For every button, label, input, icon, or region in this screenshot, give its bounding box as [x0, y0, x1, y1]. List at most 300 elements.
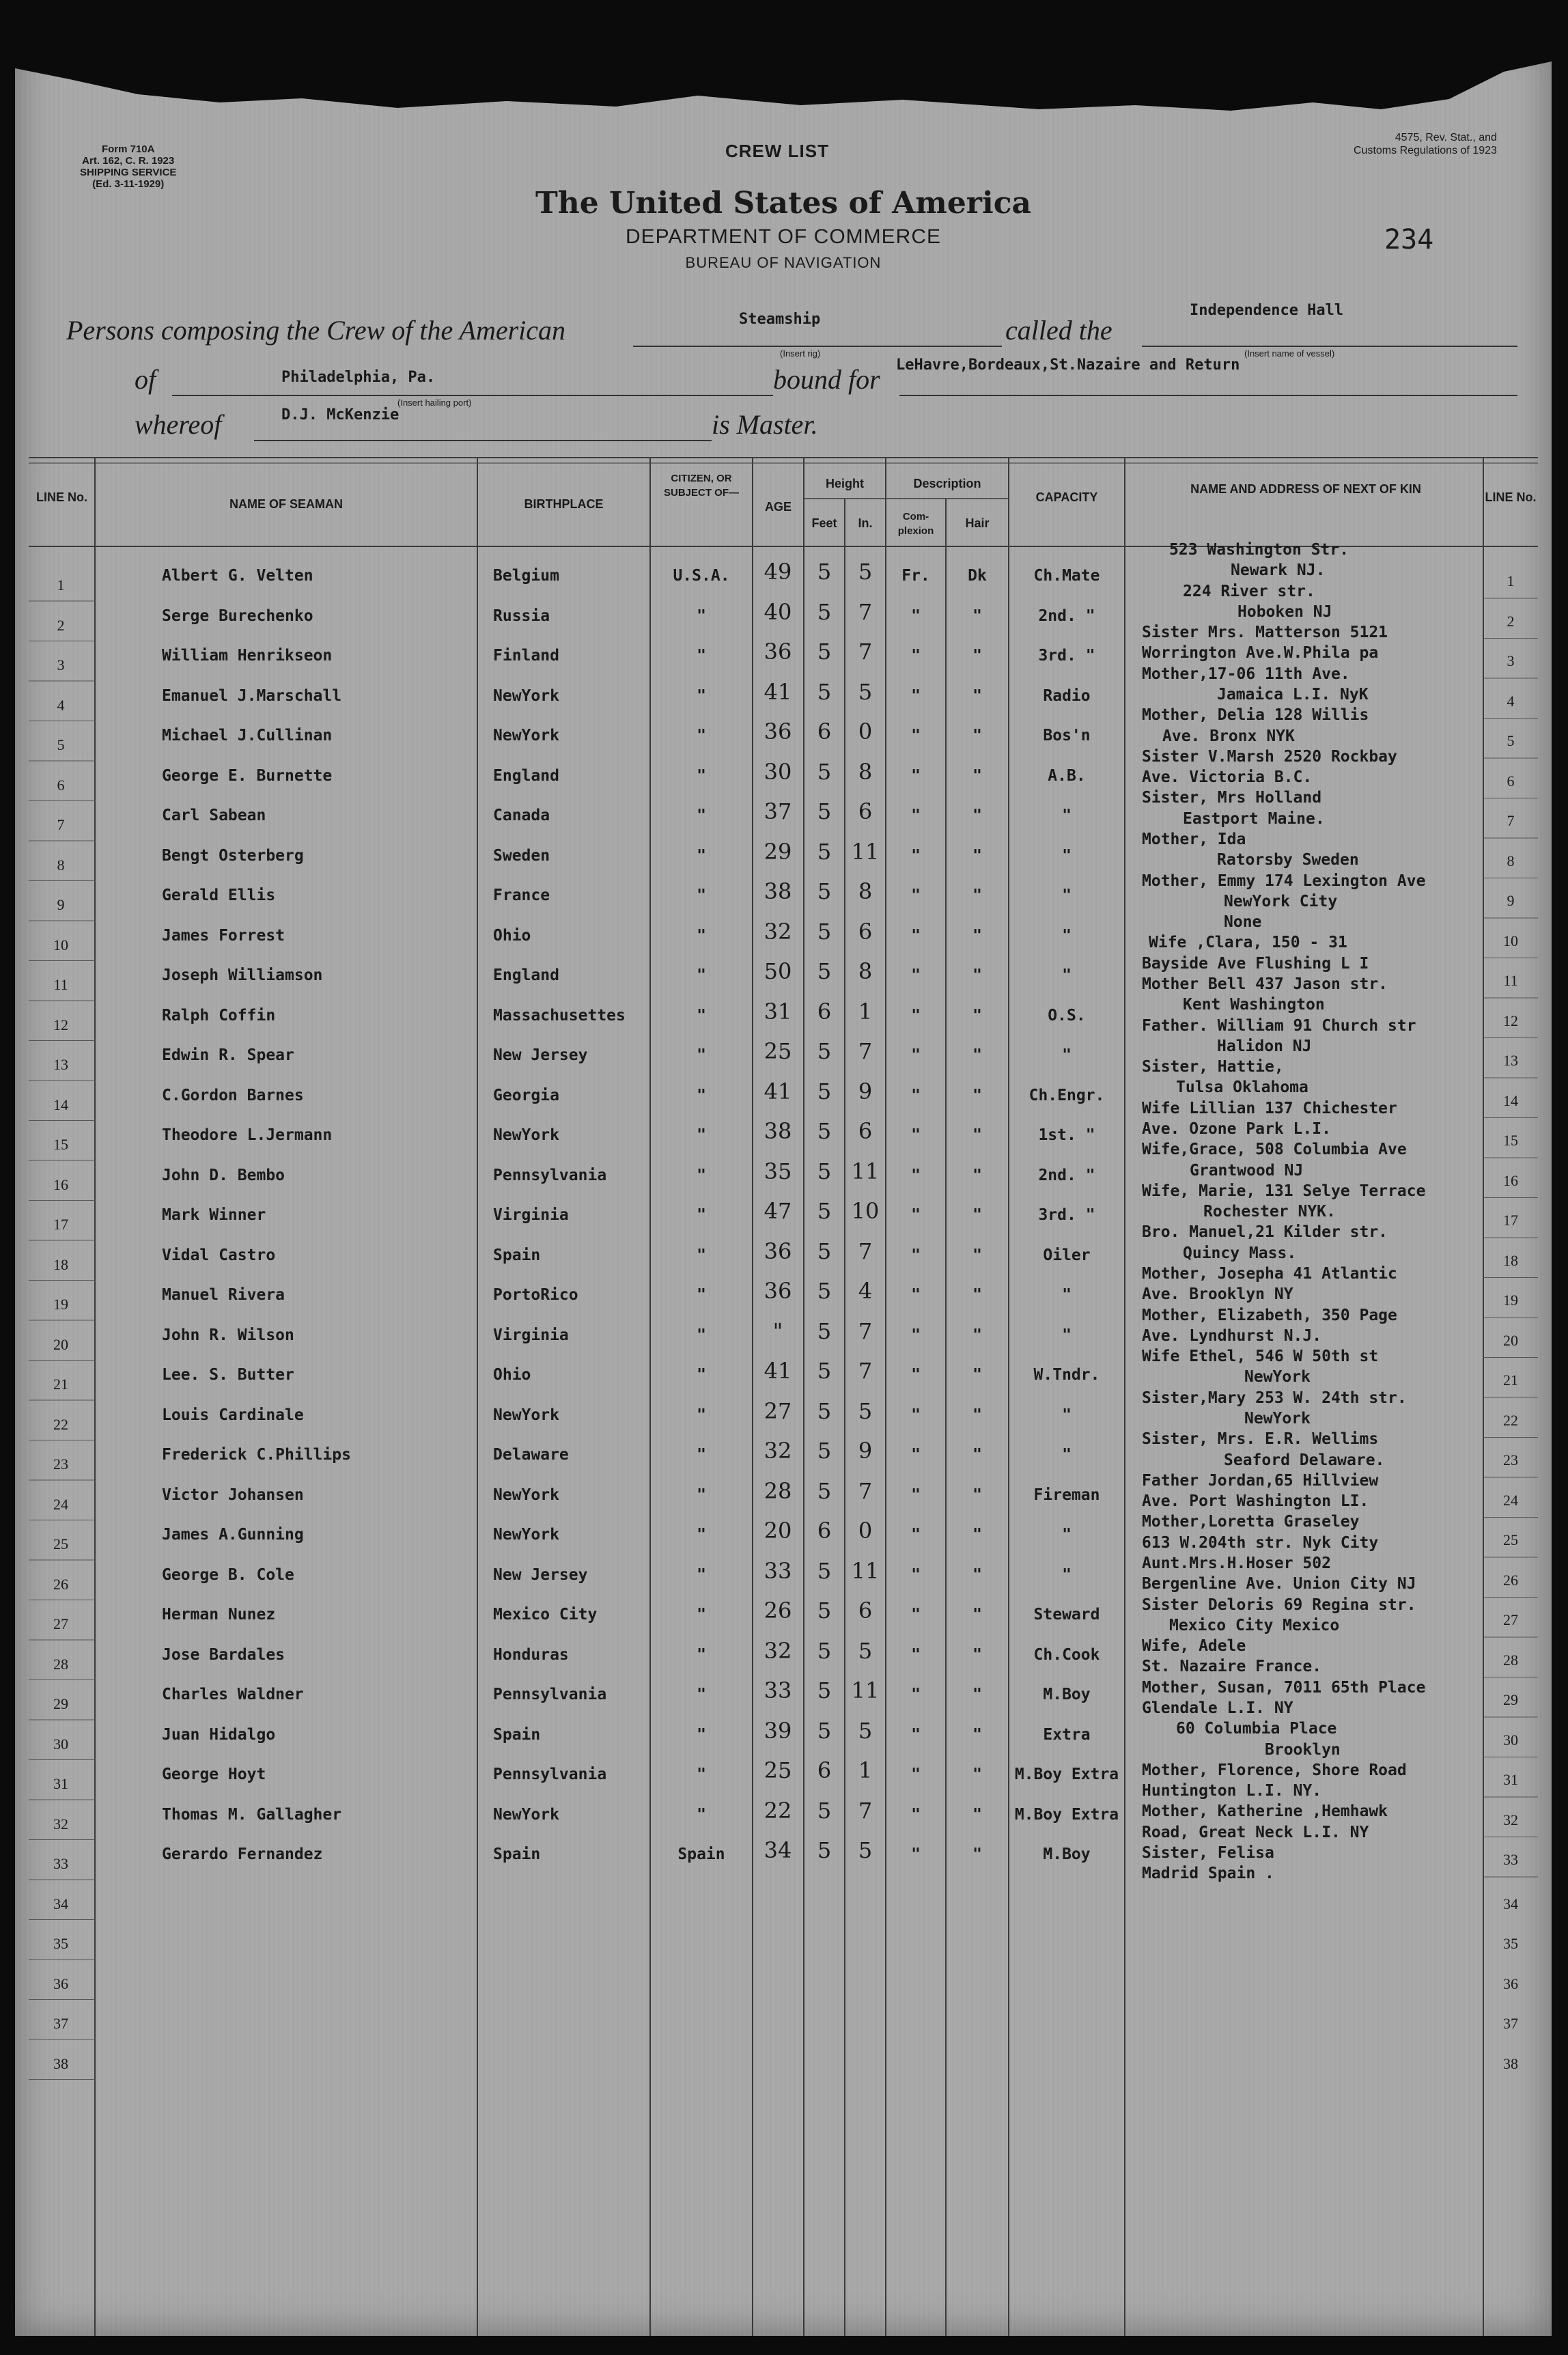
line-number: 12 — [53, 1016, 68, 1033]
birthplace: Pennsylvania — [493, 1686, 607, 1703]
citizenship: " — [697, 1326, 706, 1344]
capacity: 3rd. " — [1038, 1206, 1095, 1224]
seaman-name: Lee. S. Butter — [162, 1366, 294, 1384]
height-inches: 7 — [858, 1358, 873, 1384]
called-label: called the — [1005, 315, 1112, 346]
height-inches: 8 — [858, 958, 873, 984]
line-number: 7 — [57, 816, 65, 833]
height-inches: 4 — [858, 1278, 873, 1304]
vessel-name: Independence Hall — [1190, 302, 1344, 319]
age: 50 — [764, 958, 792, 984]
blank-line-number: 38 — [53, 2054, 68, 2072]
col-birthplace: BIRTHPLACE — [524, 497, 604, 511]
birthplace: NewYork — [493, 1406, 559, 1424]
citizenship: " — [697, 1526, 706, 1544]
hair: " — [972, 846, 982, 865]
hair: " — [972, 1046, 982, 1064]
complexion: " — [911, 926, 921, 945]
birthplace: NewYork — [493, 686, 559, 705]
persons-label: Persons composing the Crew of the American — [66, 315, 566, 346]
form-title: CREW LIST — [725, 141, 829, 161]
height-inches: 5 — [858, 1837, 873, 1863]
line-number-right: 5 — [1507, 732, 1515, 749]
complexion: " — [911, 1845, 921, 1863]
citizenship: " — [697, 1046, 706, 1064]
line-number: 31 — [53, 1775, 68, 1792]
next-of-kin-line: Sister Mrs. Matterson 5121 — [1142, 624, 1388, 642]
age: 30 — [764, 758, 792, 785]
next-of-kin-line: 613 W.204th str. Nyk City — [1142, 1533, 1379, 1552]
next-of-kin-line: Brooklyn — [1265, 1740, 1341, 1759]
age: 33 — [764, 1677, 792, 1703]
next-of-kin-line: NewYork — [1244, 1368, 1311, 1386]
height-inches: 6 — [858, 918, 873, 945]
height-inches: 11 — [851, 838, 880, 865]
complexion: " — [911, 1766, 921, 1783]
line-number: 28 — [53, 1655, 68, 1673]
blank-line-number-right: 35 — [1503, 1935, 1518, 1952]
col-description: Description — [913, 477, 981, 490]
citizenship: " — [697, 1286, 706, 1304]
col-feet: Feet — [811, 516, 837, 530]
birthplace: NewYork — [493, 1805, 559, 1824]
hair: Dk — [968, 567, 987, 585]
seaman-name: William Henrikseon — [162, 647, 333, 665]
next-of-kin-line: Road, Great Neck L.I. NY — [1142, 1823, 1369, 1841]
hair: " — [972, 887, 982, 904]
hair: " — [972, 1206, 982, 1224]
line-number-right: 18 — [1503, 1251, 1518, 1269]
line-number: 27 — [53, 1615, 68, 1632]
line-number-right: 24 — [1503, 1491, 1518, 1509]
citizenship: Spain — [677, 1845, 725, 1863]
complexion: " — [911, 846, 921, 865]
seaman-name: Michael J.Cullinan — [162, 727, 333, 744]
birthplace: New Jersey — [493, 1565, 588, 1584]
capacity: " — [1062, 1406, 1072, 1424]
complexion: " — [911, 1286, 921, 1304]
height-feet: 6 — [817, 1757, 832, 1783]
line-number-right: 9 — [1507, 892, 1515, 909]
age: 41 — [764, 1078, 792, 1104]
seaman-name: Herman Nunez — [162, 1606, 276, 1624]
birthplace: Spain — [493, 1845, 541, 1863]
line-number: 15 — [53, 1136, 68, 1153]
capacity: 1st. " — [1038, 1126, 1095, 1144]
line-number-right: 8 — [1507, 852, 1515, 869]
height-feet: 5 — [817, 1397, 832, 1424]
age: 32 — [764, 918, 792, 945]
destination: LeHavre,Bordeaux,St.Nazaire and Return — [896, 357, 1240, 374]
capacity: " — [1062, 887, 1072, 904]
col-line-no: LINE No. — [36, 490, 87, 504]
seaman-name: John R. Wilson — [162, 1326, 294, 1344]
line-number: 21 — [53, 1376, 68, 1393]
birthplace: NewYork — [493, 727, 559, 744]
height-inches: 7 — [858, 639, 873, 665]
next-of-kin-line: Aunt.Mrs.H.Hoser 502 — [1142, 1554, 1331, 1572]
seaman-name: Manuel Rivera — [162, 1286, 285, 1304]
capacity: M.Boy — [1043, 1845, 1091, 1863]
complexion: Fr. — [901, 567, 930, 585]
height-inches: 8 — [858, 878, 873, 904]
whereof-label: whereof — [135, 409, 222, 440]
next-of-kin-line: Bergenline Ave. Union City NJ — [1142, 1575, 1416, 1593]
col-next-of-kin: NAME AND ADDRESS OF NEXT OF KIN — [1190, 482, 1421, 496]
height-feet: 5 — [817, 1078, 832, 1104]
line-number-right: 26 — [1503, 1571, 1518, 1589]
birthplace: PortoRico — [493, 1286, 578, 1304]
next-of-kin-line: Mother, Elizabeth, 350 Page — [1142, 1306, 1397, 1324]
seaman-name: George B. Cole — [162, 1565, 294, 1584]
line-number: 10 — [53, 936, 68, 953]
next-of-kin-line: Mother,17-06 11th Ave. — [1142, 665, 1350, 683]
seaman-name: Edwin R. Spear — [162, 1046, 294, 1064]
next-of-kin-line: Sister Deloris 69 Regina str. — [1142, 1595, 1416, 1614]
hair: " — [972, 1326, 982, 1344]
complexion: " — [911, 1046, 921, 1064]
col-complexion: Com- plexion — [897, 511, 934, 537]
height-feet: 5 — [817, 758, 832, 785]
line-number-right: 6 — [1507, 772, 1515, 790]
capacity: Ch.Engr. — [1028, 1086, 1105, 1104]
seaman-name: Victor Johansen — [162, 1486, 304, 1504]
line-number: 16 — [53, 1175, 68, 1193]
complexion: " — [911, 1565, 921, 1584]
line-number-right: 2 — [1507, 612, 1515, 630]
hair: " — [972, 1006, 982, 1025]
complexion: " — [911, 647, 921, 665]
hair: " — [972, 1766, 982, 1783]
line-number-right: 13 — [1503, 1052, 1518, 1069]
capacity: M.Boy — [1043, 1686, 1091, 1703]
age: 35 — [764, 1158, 792, 1184]
hair: " — [972, 1166, 982, 1184]
line-number-right: 29 — [1503, 1691, 1518, 1708]
citizenship: U.S.A. — [673, 567, 730, 585]
seaman-name: Albert G. Velten — [162, 567, 313, 585]
age: 29 — [764, 838, 792, 865]
capacity: 2nd. " — [1038, 1166, 1095, 1184]
age: 32 — [764, 1438, 792, 1464]
seaman-name: James Forrest — [162, 926, 285, 945]
capacity: Fireman — [1033, 1486, 1100, 1504]
complexion: " — [911, 887, 921, 904]
height-feet: 5 — [817, 1477, 832, 1504]
line-number: 14 — [53, 1096, 68, 1113]
department-heading: DEPARTMENT OF COMMERCE — [625, 225, 942, 248]
line-number-right: 21 — [1503, 1371, 1518, 1389]
next-of-kin-line: Jamaica L.I. NyK — [1217, 685, 1369, 703]
next-of-kin-line: Hoboken NJ — [1237, 602, 1332, 621]
height-feet: 6 — [817, 719, 832, 744]
height-feet: 5 — [817, 1358, 832, 1384]
form-number: Form 710A — [101, 143, 155, 155]
hair: " — [972, 1286, 982, 1304]
height-feet: 5 — [817, 639, 832, 665]
next-of-kin-line: NewYork — [1244, 1409, 1311, 1427]
line-number-right: 15 — [1503, 1132, 1518, 1149]
complexion: " — [911, 1126, 921, 1144]
seaman-name: George Hoyt — [162, 1766, 266, 1783]
line-number-right: 1 — [1507, 572, 1515, 589]
next-of-kin-line: Sister V.Marsh 2520 Rockbay — [1142, 747, 1397, 766]
age: 47 — [764, 1198, 792, 1224]
next-of-kin-line: 60 Columbia Place — [1176, 1720, 1337, 1738]
height-feet: 5 — [817, 1118, 832, 1144]
line-number: 17 — [53, 1216, 68, 1233]
height-inches: 0 — [858, 719, 873, 744]
next-of-kin-line: Quincy Mass. — [1183, 1244, 1297, 1262]
complexion: " — [911, 1166, 921, 1184]
hair: " — [972, 1366, 982, 1384]
statute-note-line-1: 4575, Rev. Stat., and — [1395, 132, 1497, 143]
next-of-kin-line: 523 Washington Str. — [1169, 541, 1349, 559]
age: 33 — [764, 1557, 792, 1584]
capacity: Steward — [1033, 1606, 1100, 1624]
line-number: 24 — [53, 1495, 68, 1513]
birthplace: Pennsylvania — [493, 1166, 607, 1184]
next-of-kin-line: NewYork City — [1224, 892, 1338, 910]
line-number-right: 33 — [1503, 1851, 1518, 1868]
next-of-kin-line: Ave. Port Washington LI. — [1142, 1492, 1369, 1511]
port-caption: (Insert hailing port) — [397, 398, 472, 408]
col-name: NAME OF SEAMAN — [229, 497, 343, 511]
height-feet: 6 — [817, 998, 832, 1025]
page-number: 234 — [1384, 224, 1434, 255]
hair: " — [972, 686, 982, 705]
height-inches: 7 — [858, 1797, 873, 1824]
citizenship: " — [697, 727, 706, 744]
age: 25 — [764, 1038, 792, 1064]
next-of-kin-line: Mother, Florence, Shore Road — [1142, 1761, 1407, 1779]
line-number: 4 — [57, 696, 65, 714]
hair: " — [972, 926, 982, 945]
age: 41 — [764, 1358, 792, 1384]
bound-label: bound for — [773, 364, 880, 395]
birthplace: Ohio — [493, 926, 531, 945]
height-feet: 5 — [817, 1598, 832, 1624]
next-of-kin-line: Ave. Victoria B.C. — [1142, 768, 1313, 787]
citizenship: " — [697, 1166, 706, 1184]
birthplace: NewYork — [493, 1486, 559, 1504]
citizenship: " — [697, 1725, 706, 1744]
capacity: " — [1062, 1046, 1072, 1064]
height-inches: 11 — [851, 1158, 880, 1184]
citizenship: " — [697, 1686, 706, 1703]
height-feet: 5 — [817, 838, 832, 865]
birthplace: New Jersey — [493, 1046, 588, 1064]
height-inches: 11 — [851, 1677, 880, 1703]
height-inches: 5 — [858, 1397, 873, 1424]
birthplace: NewYork — [493, 1126, 559, 1144]
col-inches: In. — [858, 516, 873, 530]
citizenship: " — [697, 647, 706, 665]
next-of-kin-line: Sister, Felisa — [1142, 1843, 1274, 1862]
hair: " — [972, 1086, 982, 1104]
seaman-name: Emanuel J.Marschall — [162, 686, 342, 705]
age: 36 — [764, 1278, 792, 1304]
height-feet: 6 — [817, 1518, 832, 1544]
line-number-right: 3 — [1507, 652, 1515, 669]
form-article: Art. 162, C. R. 1923 — [82, 155, 175, 167]
hair: " — [972, 1805, 982, 1824]
capacity: Ch.Cook — [1033, 1645, 1100, 1664]
line-number: 13 — [53, 1056, 68, 1073]
complexion: " — [911, 1446, 921, 1464]
seaman-name: Theodore L.Jermann — [162, 1126, 333, 1144]
next-of-kin-line: Newark NJ. — [1231, 561, 1326, 580]
citizenship: " — [697, 686, 706, 705]
next-of-kin-line: Seaford Delaware. — [1224, 1451, 1385, 1469]
capacity: O.S. — [1048, 1006, 1086, 1025]
birthplace: Sweden — [493, 846, 550, 865]
blank-line-number-right: 34 — [1503, 1895, 1518, 1912]
complexion: " — [911, 1606, 921, 1624]
seaman-name: Frederick C.Phillips — [162, 1446, 351, 1464]
next-of-kin-line: Sister, Mrs Holland — [1142, 789, 1322, 807]
capacity: " — [1062, 1326, 1072, 1344]
line-number-right: 31 — [1503, 1771, 1518, 1788]
birthplace: Honduras — [493, 1645, 569, 1664]
height-inches: 1 — [858, 1757, 873, 1783]
next-of-kin-line: Wife Lillian 137 Chichester — [1142, 1099, 1397, 1117]
form-service: SHIPPING SERVICE — [80, 167, 177, 178]
hair: " — [972, 766, 982, 785]
next-of-kin-line: Ave. Ozone Park L.I. — [1142, 1119, 1331, 1138]
next-of-kin-line: Bro. Manuel,21 Kilder str. — [1142, 1223, 1388, 1242]
age: 28 — [764, 1477, 792, 1504]
hair: " — [972, 607, 982, 625]
citizenship: " — [697, 846, 706, 865]
blank-line-number: 36 — [53, 1975, 68, 1992]
seaman-name: George E. Burnette — [162, 766, 333, 785]
next-of-kin-line: Mother, Josepha 41 Atlantic — [1142, 1264, 1397, 1283]
seaman-name: Vidal Castro — [162, 1246, 276, 1264]
hair: " — [972, 1246, 982, 1264]
blank-line-number-right: 38 — [1503, 2054, 1518, 2072]
age: 20 — [764, 1518, 792, 1544]
next-of-kin-line: Mother, Susan, 7011 65th Place — [1142, 1678, 1426, 1697]
next-of-kin-line: Mexico City Mexico — [1169, 1616, 1340, 1634]
complexion: " — [911, 1486, 921, 1504]
height-inches: 5 — [858, 1637, 873, 1664]
line-number: 33 — [53, 1855, 68, 1872]
birthplace: Pennsylvania — [493, 1766, 607, 1783]
height-feet: 5 — [817, 1717, 832, 1744]
capacity: 2nd. " — [1038, 607, 1095, 625]
next-of-kin-line: Grantwood NJ — [1190, 1161, 1304, 1180]
line-number: 1 — [57, 576, 65, 594]
citizenship: " — [697, 1126, 706, 1144]
height-feet: 5 — [817, 1637, 832, 1664]
next-of-kin-line: Huntington L.I. NY. — [1142, 1782, 1322, 1800]
col-hair: Hair — [965, 516, 990, 530]
age: 36 — [764, 1238, 792, 1264]
birthplace: Belgium — [493, 567, 559, 585]
next-of-kin-line: Sister, Mrs. E.R. Wellims — [1142, 1430, 1379, 1449]
hair: " — [972, 1845, 982, 1863]
line-number-right: 16 — [1503, 1171, 1518, 1189]
citizenship: " — [697, 1086, 706, 1104]
complexion: " — [911, 1526, 921, 1544]
height-feet: 5 — [817, 1238, 832, 1264]
capacity: " — [1062, 926, 1072, 945]
form-edition: (Ed. 3-11-1929) — [92, 178, 165, 190]
height-inches: 6 — [858, 1118, 873, 1144]
seaman-name: Gerardo Fernandez — [162, 1845, 323, 1863]
capacity: W.Tndr. — [1033, 1366, 1100, 1384]
hair: " — [972, 807, 982, 824]
hair: " — [972, 1446, 982, 1464]
height-feet: 5 — [817, 1198, 832, 1224]
birthplace: Virginia — [493, 1326, 569, 1344]
col-height: Height — [826, 477, 864, 490]
age: 36 — [764, 639, 792, 665]
age: 41 — [764, 678, 792, 705]
height-inches: 7 — [858, 598, 873, 625]
line-number-right: 23 — [1503, 1451, 1518, 1468]
next-of-kin-line: Ave. Brooklyn NY — [1142, 1285, 1293, 1304]
line-number: 6 — [57, 776, 65, 794]
height-feet: 5 — [817, 559, 832, 585]
seaman-name: Charles Waldner — [162, 1686, 304, 1703]
seaman-name: John D. Bembo — [162, 1166, 285, 1184]
seaman-name: Louis Cardinale — [162, 1406, 304, 1424]
capacity: Ch.Mate — [1033, 567, 1100, 585]
line-number-right: 22 — [1503, 1411, 1518, 1429]
citizenship: " — [697, 926, 706, 945]
next-of-kin-line: St. Nazaire France. — [1142, 1658, 1322, 1676]
bureau-heading: BUREAU OF NAVIGATION — [685, 254, 882, 271]
line-number: 19 — [53, 1296, 68, 1313]
next-of-kin-line: Mother, Ida — [1142, 830, 1246, 848]
age: 32 — [764, 1637, 792, 1664]
of-label: of — [135, 364, 156, 395]
height-inches: 7 — [858, 1238, 873, 1264]
height-inches: 9 — [858, 1438, 873, 1464]
age: 34 — [764, 1837, 792, 1863]
seaman-name: Juan Hidalgo — [162, 1725, 276, 1744]
height-feet: 5 — [817, 1677, 832, 1703]
birthplace: France — [493, 887, 550, 904]
capacity: M.Boy Extra — [1014, 1766, 1119, 1783]
height-feet: 5 — [817, 918, 832, 945]
capacity: Bos'n — [1043, 727, 1091, 744]
complexion: " — [911, 727, 921, 744]
line-number-right: 32 — [1503, 1811, 1518, 1828]
complexion: " — [911, 1645, 921, 1664]
hair: " — [972, 1686, 982, 1703]
age: 27 — [764, 1397, 792, 1424]
citizenship: " — [697, 766, 706, 785]
line-number-right: 10 — [1503, 932, 1518, 949]
capacity: Radio — [1043, 686, 1091, 705]
next-of-kin-line: Sister,Mary 253 W. 24th str. — [1142, 1389, 1407, 1407]
height-inches: 1 — [858, 998, 873, 1025]
capacity: " — [1062, 807, 1072, 824]
capacity: A.B. — [1048, 766, 1086, 785]
citizenship: " — [697, 607, 706, 625]
next-of-kin-line: 224 River str. — [1183, 582, 1315, 600]
line-number-right: 4 — [1507, 692, 1515, 710]
vessel-rig: Steamship — [739, 311, 821, 328]
blank-line-number: 35 — [53, 1935, 68, 1952]
next-of-kin-line: Rochester NYK. — [1203, 1203, 1336, 1221]
line-number: 18 — [53, 1255, 68, 1273]
line-number: 25 — [53, 1535, 68, 1552]
height-inches: 5 — [858, 678, 873, 705]
